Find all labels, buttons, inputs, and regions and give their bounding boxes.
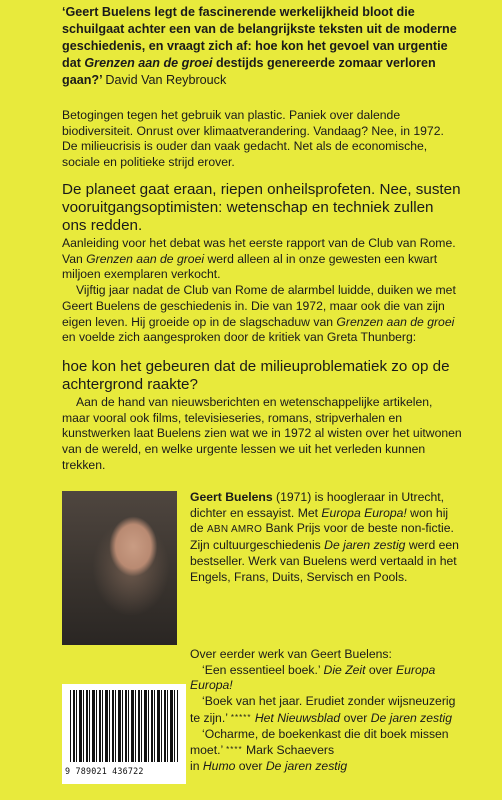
bio-book-2: De jaren zestig (324, 538, 406, 553)
review-3-author: Mark Schaevers (245, 743, 335, 758)
blurb-quote (62, 4, 462, 89)
barcode-digits: 9 789021 436722 (65, 766, 144, 776)
body-paragraph-1-a: Aanleiding voor het debat was het eerste rapport van de Club van Rome. Van (62, 236, 456, 266)
barcode-bars (70, 690, 178, 762)
body-paragraph-1-title: Grenzen aan de groei (86, 251, 205, 266)
reviews-heading: Over eerder werk van Geert Buelens: (190, 647, 392, 661)
review-1 (190, 663, 460, 694)
isbn-barcode (62, 684, 186, 784)
review-2-stars: ***** (230, 712, 252, 722)
highlight-statement-1: De planeet gaat eraan, riepen onheilsprofeten. Nee, susten vooruitgangsoptimisten: wetenschap en techniek zullen ons redden. (62, 181, 461, 234)
review-3 (190, 727, 460, 775)
bio-text-1: (1971) is hoogleraar in Utrecht, dichter en essayist. Met (190, 490, 445, 520)
review-3-book: De jaren zestig (265, 758, 348, 773)
intro-paragraph: Betogingen tegen het gebruik van plastic. Paniek over dalende biodiversiteit. Onrust over klimaatverandering. Vandaag? Nee, in 1972. De milieucrisis is ouder dan vaak gedacht. Net als de economische, sociale en politieke strijd erover. (62, 108, 444, 170)
body-paragraph-2-title: Grenzen aan de groei (336, 314, 455, 329)
review-2-mid: over (340, 710, 371, 725)
review-3-mid: over (235, 758, 266, 773)
quote-text-2: destijds genereerde zomaar verloren gaan?’ (62, 56, 436, 87)
review-3-source: Humo (202, 758, 236, 773)
review-2-quote: ‘Boek van het jaar. Erudiet zonder wijsneuzerig te zijn.’ (190, 694, 456, 725)
bio-book-1: Europa Europa! (321, 505, 407, 520)
quote-author: David Van Reybrouck (105, 73, 227, 87)
body-paragraph-1-b: werd alleen al in onze gewesten een kwart miljoen exemplaren verkocht. (62, 251, 438, 282)
review-3-stars: **** (226, 745, 243, 755)
review-2 (190, 694, 460, 726)
bio-prize-brand: ABN AMRO (206, 524, 263, 536)
body-paragraph-2 (62, 283, 462, 346)
body-text-1 (62, 236, 462, 346)
review-2-book: De jaren zestig (370, 710, 452, 725)
review-1-mid: over (365, 662, 396, 677)
bio-text-2: won hij de (190, 505, 449, 536)
review-1-book: Europa Europa! (190, 662, 436, 693)
author-bio (190, 490, 460, 585)
highlight-statement-2: hoe kon het gebeuren dat de milieuproblematiek zo op de achtergrond raakte? (62, 358, 450, 393)
bio-text-4: werd een bestseller. Werk van Buelens werd vertaald in het Engels, Frans, Duits, Servisch en Pools. (190, 538, 459, 584)
review-1-source: Die Zeit (323, 662, 366, 677)
quote-book-title: Grenzen aan de groei (84, 56, 213, 70)
body-paragraph-2-b: en voelde zich aangesproken door de kritiek van Greta Thunberg: (62, 330, 417, 345)
review-3-quote: ‘Ocharme, de boekenkast die dit boek missen moet.’ (190, 726, 449, 758)
bio-text-3: Bank Prijs voor de beste non-fictie. Zijn cultuurgeschiedenis (190, 521, 454, 553)
quote-text-1: ‘Geert Buelens legt de fascinerende werkelijkheid bloot die schuilgaat achter een van de belangrijkste teksten uit de moderne geschiedenis, en vraagt zich af: hoe kon het gevoel van urgentie dat (62, 5, 457, 70)
review-1-quote: ‘Een essentieel boek.’ (202, 662, 321, 677)
body-paragraph-1 (62, 236, 462, 283)
author-photo (62, 491, 177, 645)
review-2-source: Het Nieuwsblad (254, 710, 341, 725)
body-paragraph-2-a: Vijftig jaar nadat de Club van Rome de alarmbel luidde, duiken we met Geert Buelens de geschiedenis in. Die van 1972, maar ook die van zijn eigen leven. Hij groeide op in de slagschaduw van (62, 283, 456, 329)
review-3-in: in (190, 758, 203, 773)
previous-works-reviews (190, 647, 460, 775)
author-name: Geert Buelens (190, 490, 273, 504)
body-text-2: Aan de hand van nieuwsberichten en wetenschappelijke artikelen, maar vooral ook films, televisieseries, romans, stripverhalen en kunstwerken laat Buelens zien wat we in 1972 al wisten over het uitwonen van de wereld, en welke urgente lessen we uit het verleden kunnen trekken. (62, 395, 462, 472)
